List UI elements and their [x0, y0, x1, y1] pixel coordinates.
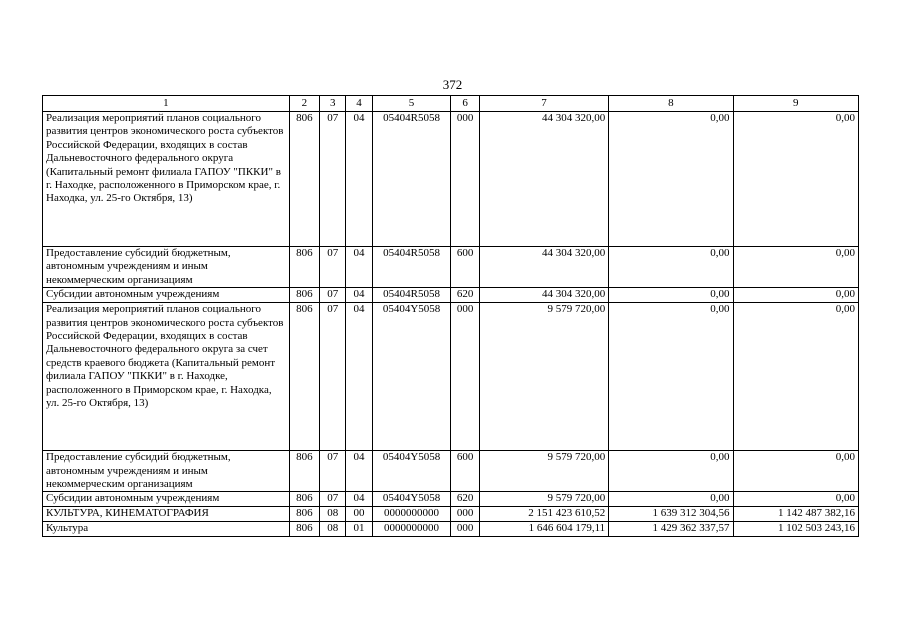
section-code: 07: [320, 303, 346, 451]
section-code: 07: [320, 247, 346, 288]
amount-col7: 44 304 320,00: [479, 288, 608, 303]
amount-col9: 0,00: [733, 112, 858, 247]
row-name: Субсидии автономным учреждениям: [43, 288, 290, 303]
table-row: [43, 303, 859, 451]
expense-type-code: 000: [451, 112, 479, 247]
expense-type-code: 000: [451, 507, 479, 522]
column-header: 6: [451, 96, 479, 112]
column-header: 9: [733, 96, 858, 112]
subsection-code: 04: [346, 303, 372, 451]
expense-type-code: 000: [451, 522, 479, 537]
amount-col7: 44 304 320,00: [479, 112, 608, 247]
subsection-code: 04: [346, 492, 372, 507]
amount-col7: 2 151 423 610,52: [479, 507, 608, 522]
subsection-code: 00: [346, 507, 372, 522]
ministry-code: 806: [289, 288, 319, 303]
column-header: 1: [43, 96, 290, 112]
amount-col9: 1 102 503 243,16: [733, 522, 858, 537]
target-article-code: 05404Y5058: [372, 303, 451, 451]
row-name: Реализация мероприятий планов социального развития центров экономического роста субъектов Российской Федерации, входящих в состав Дальневосточного федерального округа за счет средств краевого бюджета (Капитальный ремонт филиала ГАПОУ "ПККИ" в г. Находке, расположенного в Приморском крае, г. Находка, ул. 25-го Октября, 13): [43, 303, 290, 451]
subsection-code: 04: [346, 451, 372, 492]
page-number: 372: [442, 77, 463, 92]
amount-col8: 0,00: [609, 492, 733, 507]
section-code: 08: [320, 507, 346, 522]
expense-type-code: 600: [451, 247, 479, 288]
header-row: [43, 96, 859, 112]
row-name: Культура: [43, 522, 290, 537]
column-header: 2: [289, 96, 319, 112]
table-row: [43, 507, 859, 522]
section-code: 07: [320, 288, 346, 303]
table-row: [43, 288, 859, 303]
ministry-code: 806: [289, 303, 319, 451]
column-header: 5: [372, 96, 451, 112]
amount-col7: 9 579 720,00: [479, 492, 608, 507]
subsection-code: 04: [346, 288, 372, 303]
section-code: 07: [320, 112, 346, 247]
table-row: [43, 247, 859, 288]
target-article-code: 05404R5058: [372, 247, 451, 288]
ministry-code: 806: [289, 522, 319, 537]
subsection-code: 01: [346, 522, 372, 537]
ministry-code: 806: [289, 507, 319, 522]
column-header: 8: [609, 96, 733, 112]
expense-type-code: 000: [451, 303, 479, 451]
ministry-code: 806: [289, 492, 319, 507]
row-name: Субсидии автономным учреждениям: [43, 492, 290, 507]
expense-type-code: 600: [451, 451, 479, 492]
expense-type-code: 620: [451, 288, 479, 303]
column-header: 7: [479, 96, 608, 112]
target-article-code: 0000000000: [372, 507, 451, 522]
amount-col9: 0,00: [733, 303, 858, 451]
amount-col9: 1 142 487 382,16: [733, 507, 858, 522]
amount-col7: 1 646 604 179,11: [479, 522, 608, 537]
amount-col8: 0,00: [609, 288, 733, 303]
amount-col9: 0,00: [733, 492, 858, 507]
target-article-code: 0000000000: [372, 522, 451, 537]
target-article-code: 05404Y5058: [372, 492, 451, 507]
expense-type-code: 620: [451, 492, 479, 507]
row-name: Предоставление субсидий бюджетным, автономным учреждениям и иным некоммерческим организациям: [43, 451, 290, 492]
section-code: 07: [320, 451, 346, 492]
amount-col8: 1 429 362 337,57: [609, 522, 733, 537]
ministry-code: 806: [289, 112, 319, 247]
target-article-code: 05404Y5058: [372, 451, 451, 492]
section-code: 08: [320, 522, 346, 537]
table-row: [43, 522, 859, 537]
amount-col8: 0,00: [609, 247, 733, 288]
target-article-code: 05404R5058: [372, 288, 451, 303]
column-header: 4: [346, 96, 372, 112]
table-row: [43, 112, 859, 247]
subsection-code: 04: [346, 112, 372, 247]
section-code: 07: [320, 492, 346, 507]
row-name: Предоставление субсидий бюджетным, автономным учреждениям и иным некоммерческим организациям: [43, 247, 290, 288]
amount-col8: 0,00: [609, 451, 733, 492]
table-row: [43, 492, 859, 507]
amount-col8: 0,00: [609, 112, 733, 247]
amount-col7: 9 579 720,00: [479, 451, 608, 492]
column-header: 3: [320, 96, 346, 112]
row-name: КУЛЬТУРА, КИНЕМАТОГРАФИЯ: [43, 507, 290, 522]
target-article-code: 05404R5058: [372, 112, 451, 247]
amount-col9: 0,00: [733, 451, 858, 492]
ministry-code: 806: [289, 451, 319, 492]
amount-col9: 0,00: [733, 288, 858, 303]
amount-col8: 1 639 312 304,56: [609, 507, 733, 522]
table-row: [43, 451, 859, 492]
amount-col7: 44 304 320,00: [479, 247, 608, 288]
row-name: Реализация мероприятий планов социального развития центров экономического роста субъектов Российской Федерации, входящих в состав Дальневосточного федерального округа (Капитальный ремонт филиала ГАПОУ "ПККИ" в г. Находке, расположенного в Приморском крае, г. Находка, ул. 25-го Октября, 13): [43, 112, 290, 247]
ministry-code: 806: [289, 247, 319, 288]
amount-col8: 0,00: [609, 303, 733, 451]
budget-table: [42, 95, 859, 537]
amount-col7: 9 579 720,00: [479, 303, 608, 451]
amount-col9: 0,00: [733, 247, 858, 288]
subsection-code: 04: [346, 247, 372, 288]
